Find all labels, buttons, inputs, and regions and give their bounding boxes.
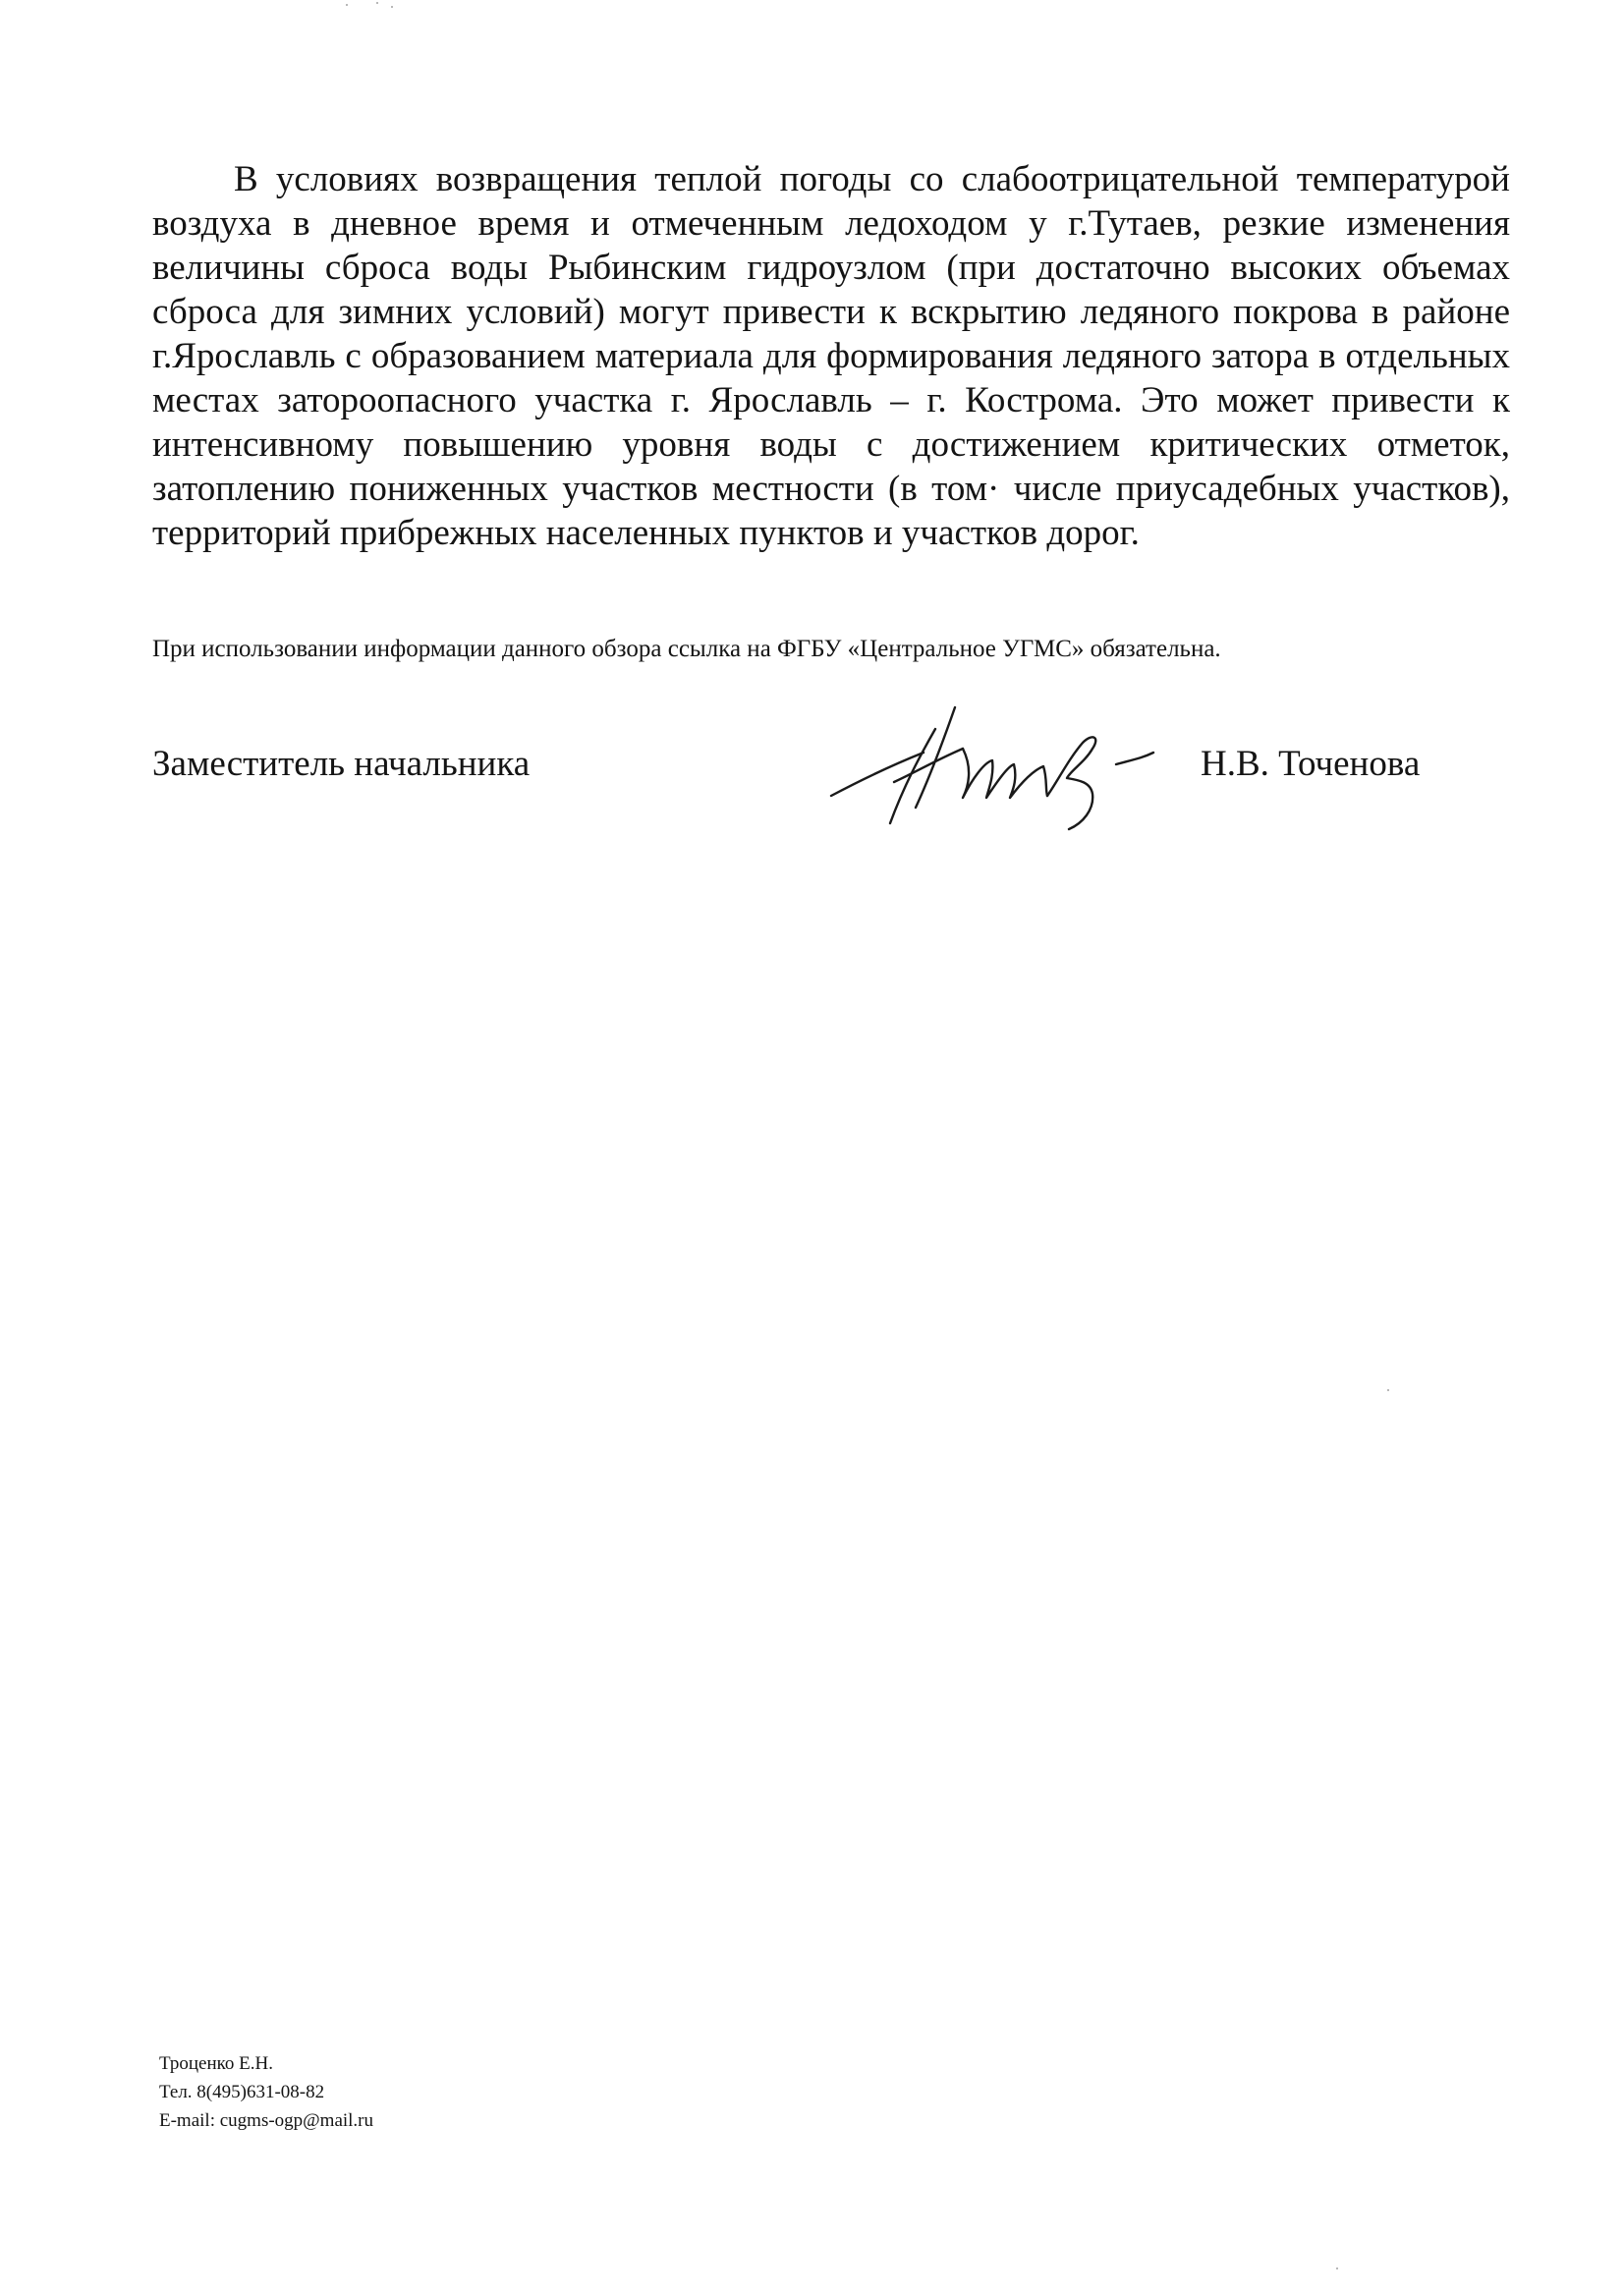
contact-block	[159, 2049, 373, 2135]
usage-note: При использовании информации данного обзора ссылка на ФГБУ «Центральное УГМС» обязательна.	[152, 636, 1221, 662]
signatory-name: Н.В. Точенова	[1201, 744, 1421, 784]
scan-speck	[346, 4, 348, 6]
scan-speck	[376, 2, 378, 4]
scan-speck	[1387, 1389, 1389, 1391]
scan-speck	[391, 6, 393, 8]
scan-speck	[1336, 2267, 1338, 2269]
handwritten-signature-icon	[825, 688, 1179, 835]
email-address: E-mail: cugms-ogp@mail.ru	[159, 2110, 374, 2131]
position-title: Заместитель начальника	[152, 744, 531, 784]
executor-name: Троценко Е.Н.	[159, 2053, 273, 2074]
phone-number: Тел. 8(495)631-08-82	[159, 2082, 325, 2102]
main-paragraph: В условиях возвращения теплой погоды со слабоотрицательной температурой воздуха в дневное время и отмеченным ледоходом у г.Тутаев, резкие изменения величины сброса воды Рыбинским гидроузлом (при достаточно высоких объемах сброса для зимних условий) могут привести к вскрытию ледяного покрова в районе г.Ярославль с образованием материала для формирования ледяного затора в отдельных местах затороопасного участка г. Ярославль – г. Кострома. Это может привести к интенсивному повышению уровня воды с достижением критических отметок, затоплению пониженных участков местности (в том· числе приусадебных участков), территорий прибрежных населенных пунктов и участков дорог.	[152, 159, 1510, 553]
